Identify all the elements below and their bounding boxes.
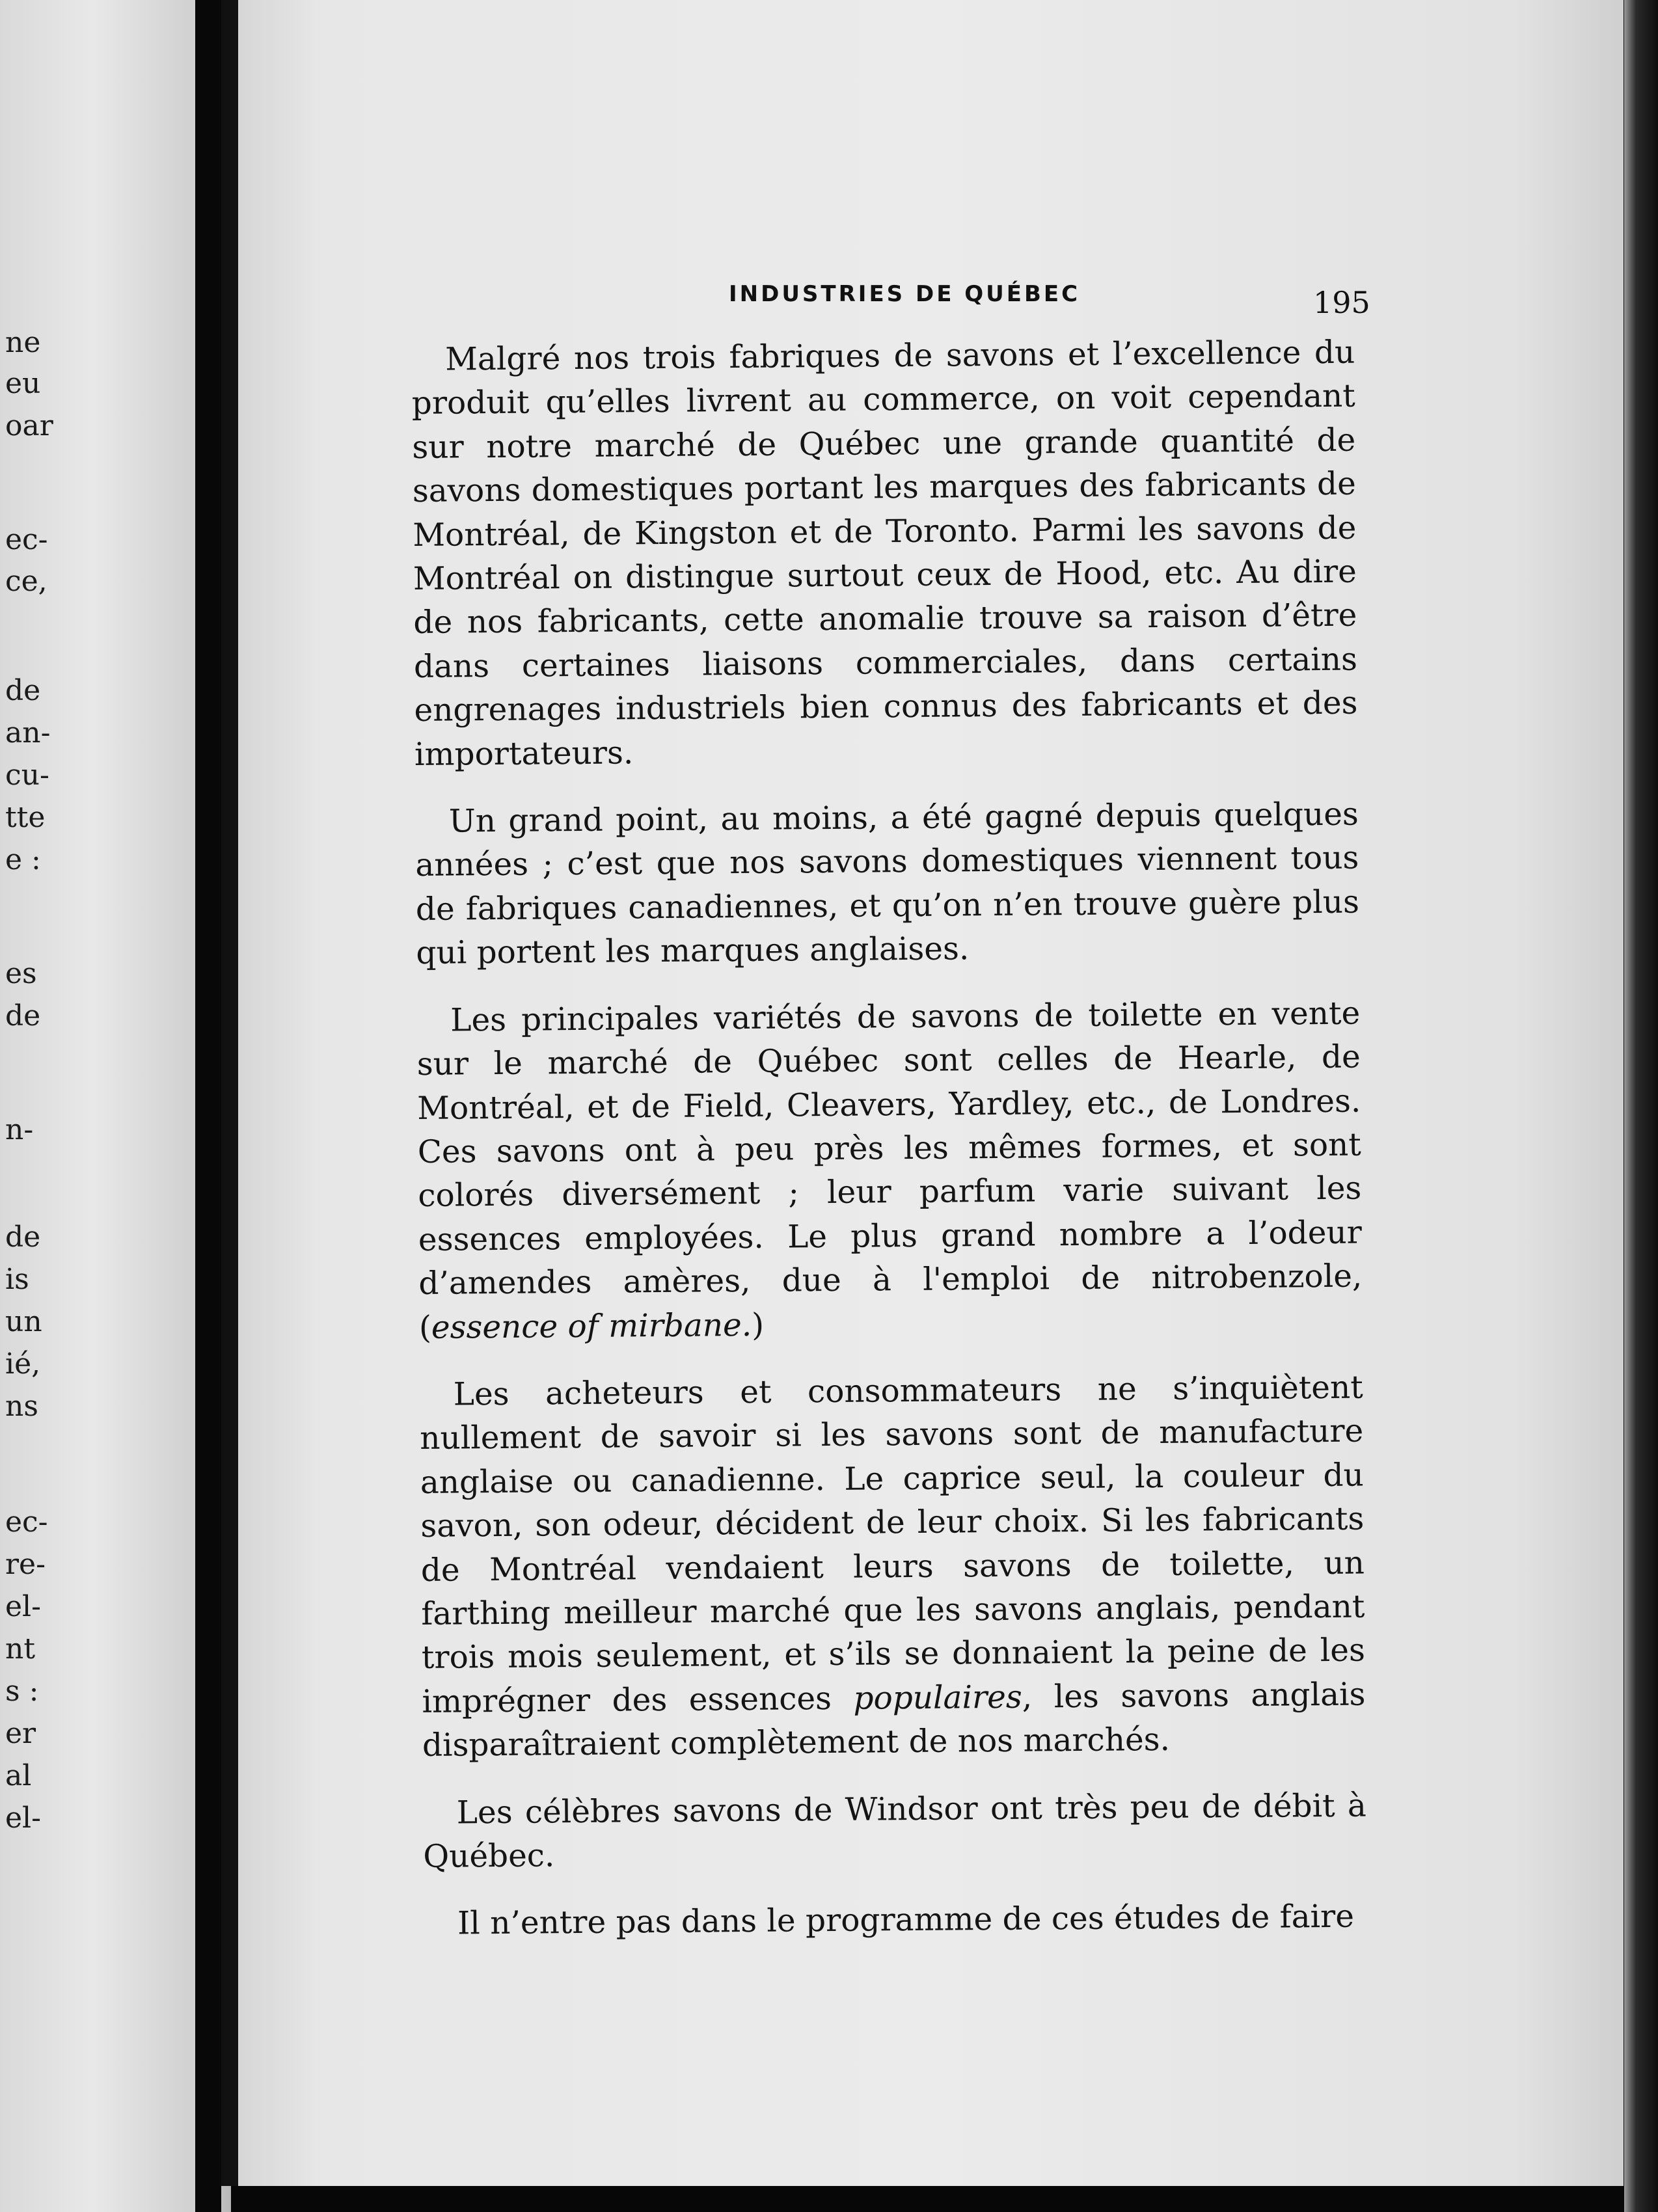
paragraph bbox=[416, 991, 1363, 1350]
previous-page-fragment: oar bbox=[5, 409, 53, 442]
paragraph-text: Les principales variétés de savons de toilette en vente sur le marché de Québec sont celles de Hearle, de Montréal, et de Field, Cleavers, Yardley, etc., de Londres. Ces savons ont à peu près les mêmes formes, et sont colorés diversément ; leur parfum varie suivant les essences employées. Le plus grand nombre a l’odeur d’amendes amères, due à l'emploi de nitrobenzole, ( bbox=[416, 995, 1363, 1346]
previous-page-fragment: ié, bbox=[5, 1347, 41, 1381]
previous-page-fragment: ne bbox=[5, 326, 41, 359]
paragraph-text: , les savons anglais disparaîtraient complètement de nos marchés. bbox=[422, 1676, 1366, 1764]
paragraph bbox=[419, 1366, 1366, 1768]
previous-page-fragment: an- bbox=[5, 716, 51, 749]
previous-page-fragment: de bbox=[5, 999, 41, 1032]
paragraph: Malgré nos trois fabriques de savons et l’excellence du produit qu’elles livrent au commerce, on voit cependant sur notre marché de Québec une grande quantité de savons domestiques portant les marques des fabricants de Montréal, de Kingston et de Toronto. Parmi les savons de Montréal on distingue surtout ceux de Hood, etc. Au dire de nos fabricants, cette anomalie trouve sa raison d’être dans certaines liaisons commerciales, dans certains engrenages industriels bien connus des fabricants et des importateurs. bbox=[411, 334, 1358, 773]
previous-page-fragment: es bbox=[5, 957, 37, 990]
previous-page-fragment: e : bbox=[5, 843, 41, 876]
paragraph: Un grand point, au moins, a été gagné depuis quelques années ; c’est que nos savons domestiques viennent tous de fabriques canadiennes, et qu’on n’en trouve guère plus qui portent les marques anglaises. bbox=[415, 796, 1360, 972]
previous-page-fragment: el- bbox=[5, 1590, 41, 1623]
previous-page-fragment: s : bbox=[5, 1675, 39, 1708]
paragraph: Les célèbres savons de Windsor ont très peu de débit à Québec. bbox=[423, 1787, 1366, 1875]
previous-page-fragment: nt bbox=[5, 1632, 36, 1666]
previous-page-fragment: tte bbox=[5, 801, 46, 834]
previous-page-fragment: cu- bbox=[5, 759, 49, 792]
previous-page-fragment: ns bbox=[5, 1390, 38, 1423]
previous-page-fragment: ec- bbox=[5, 523, 48, 556]
previous-page-fragment: n- bbox=[5, 1113, 34, 1146]
body-text bbox=[411, 331, 1368, 1970]
page-edge-shadow bbox=[1624, 0, 1658, 2212]
previous-page-fragment: el- bbox=[5, 1801, 41, 1835]
running-head: INDUSTRIES DE QUÉBEC bbox=[729, 281, 1081, 307]
italic-term: essence of mirbane. bbox=[431, 1306, 752, 1346]
binding-gutter bbox=[195, 0, 221, 2212]
previous-page-fragment: ce, bbox=[5, 565, 48, 598]
paragraph-text: ) bbox=[751, 1306, 765, 1343]
paragraph-text: Les acheteurs et consommateurs ne s’inquiètent nullement de savoir si les savons sont de manufacture anglaise ou canadienne. Le caprice seul, la couleur du savon, son odeur, décident de leur choix. Si les fabricants de Montréal vendaient leurs savons de toilette, un farthing meilleur marché que les savons anglais, pendant trois mois seulement, et s’ils se donnaient la peine de les imprégner des essences bbox=[420, 1369, 1366, 1720]
previous-page-fragment: al bbox=[5, 1759, 32, 1792]
previous-page-fragment: ec- bbox=[5, 1505, 48, 1539]
previous-page-fragment: re- bbox=[5, 1548, 46, 1581]
italic-term: populaires bbox=[853, 1679, 1022, 1717]
page-number: 195 bbox=[1313, 285, 1370, 320]
paragraph: Il n’entre pas dans le programme de ces études de faire bbox=[457, 1898, 1355, 1942]
previous-page-fragment: er bbox=[5, 1717, 36, 1750]
previous-page-fragment: is bbox=[5, 1263, 29, 1296]
previous-page-fragment: de bbox=[5, 674, 41, 707]
previous-page-fragment: eu bbox=[5, 367, 41, 400]
previous-page-fragment: un bbox=[5, 1305, 42, 1338]
previous-page-fragment: de bbox=[5, 1221, 41, 1254]
